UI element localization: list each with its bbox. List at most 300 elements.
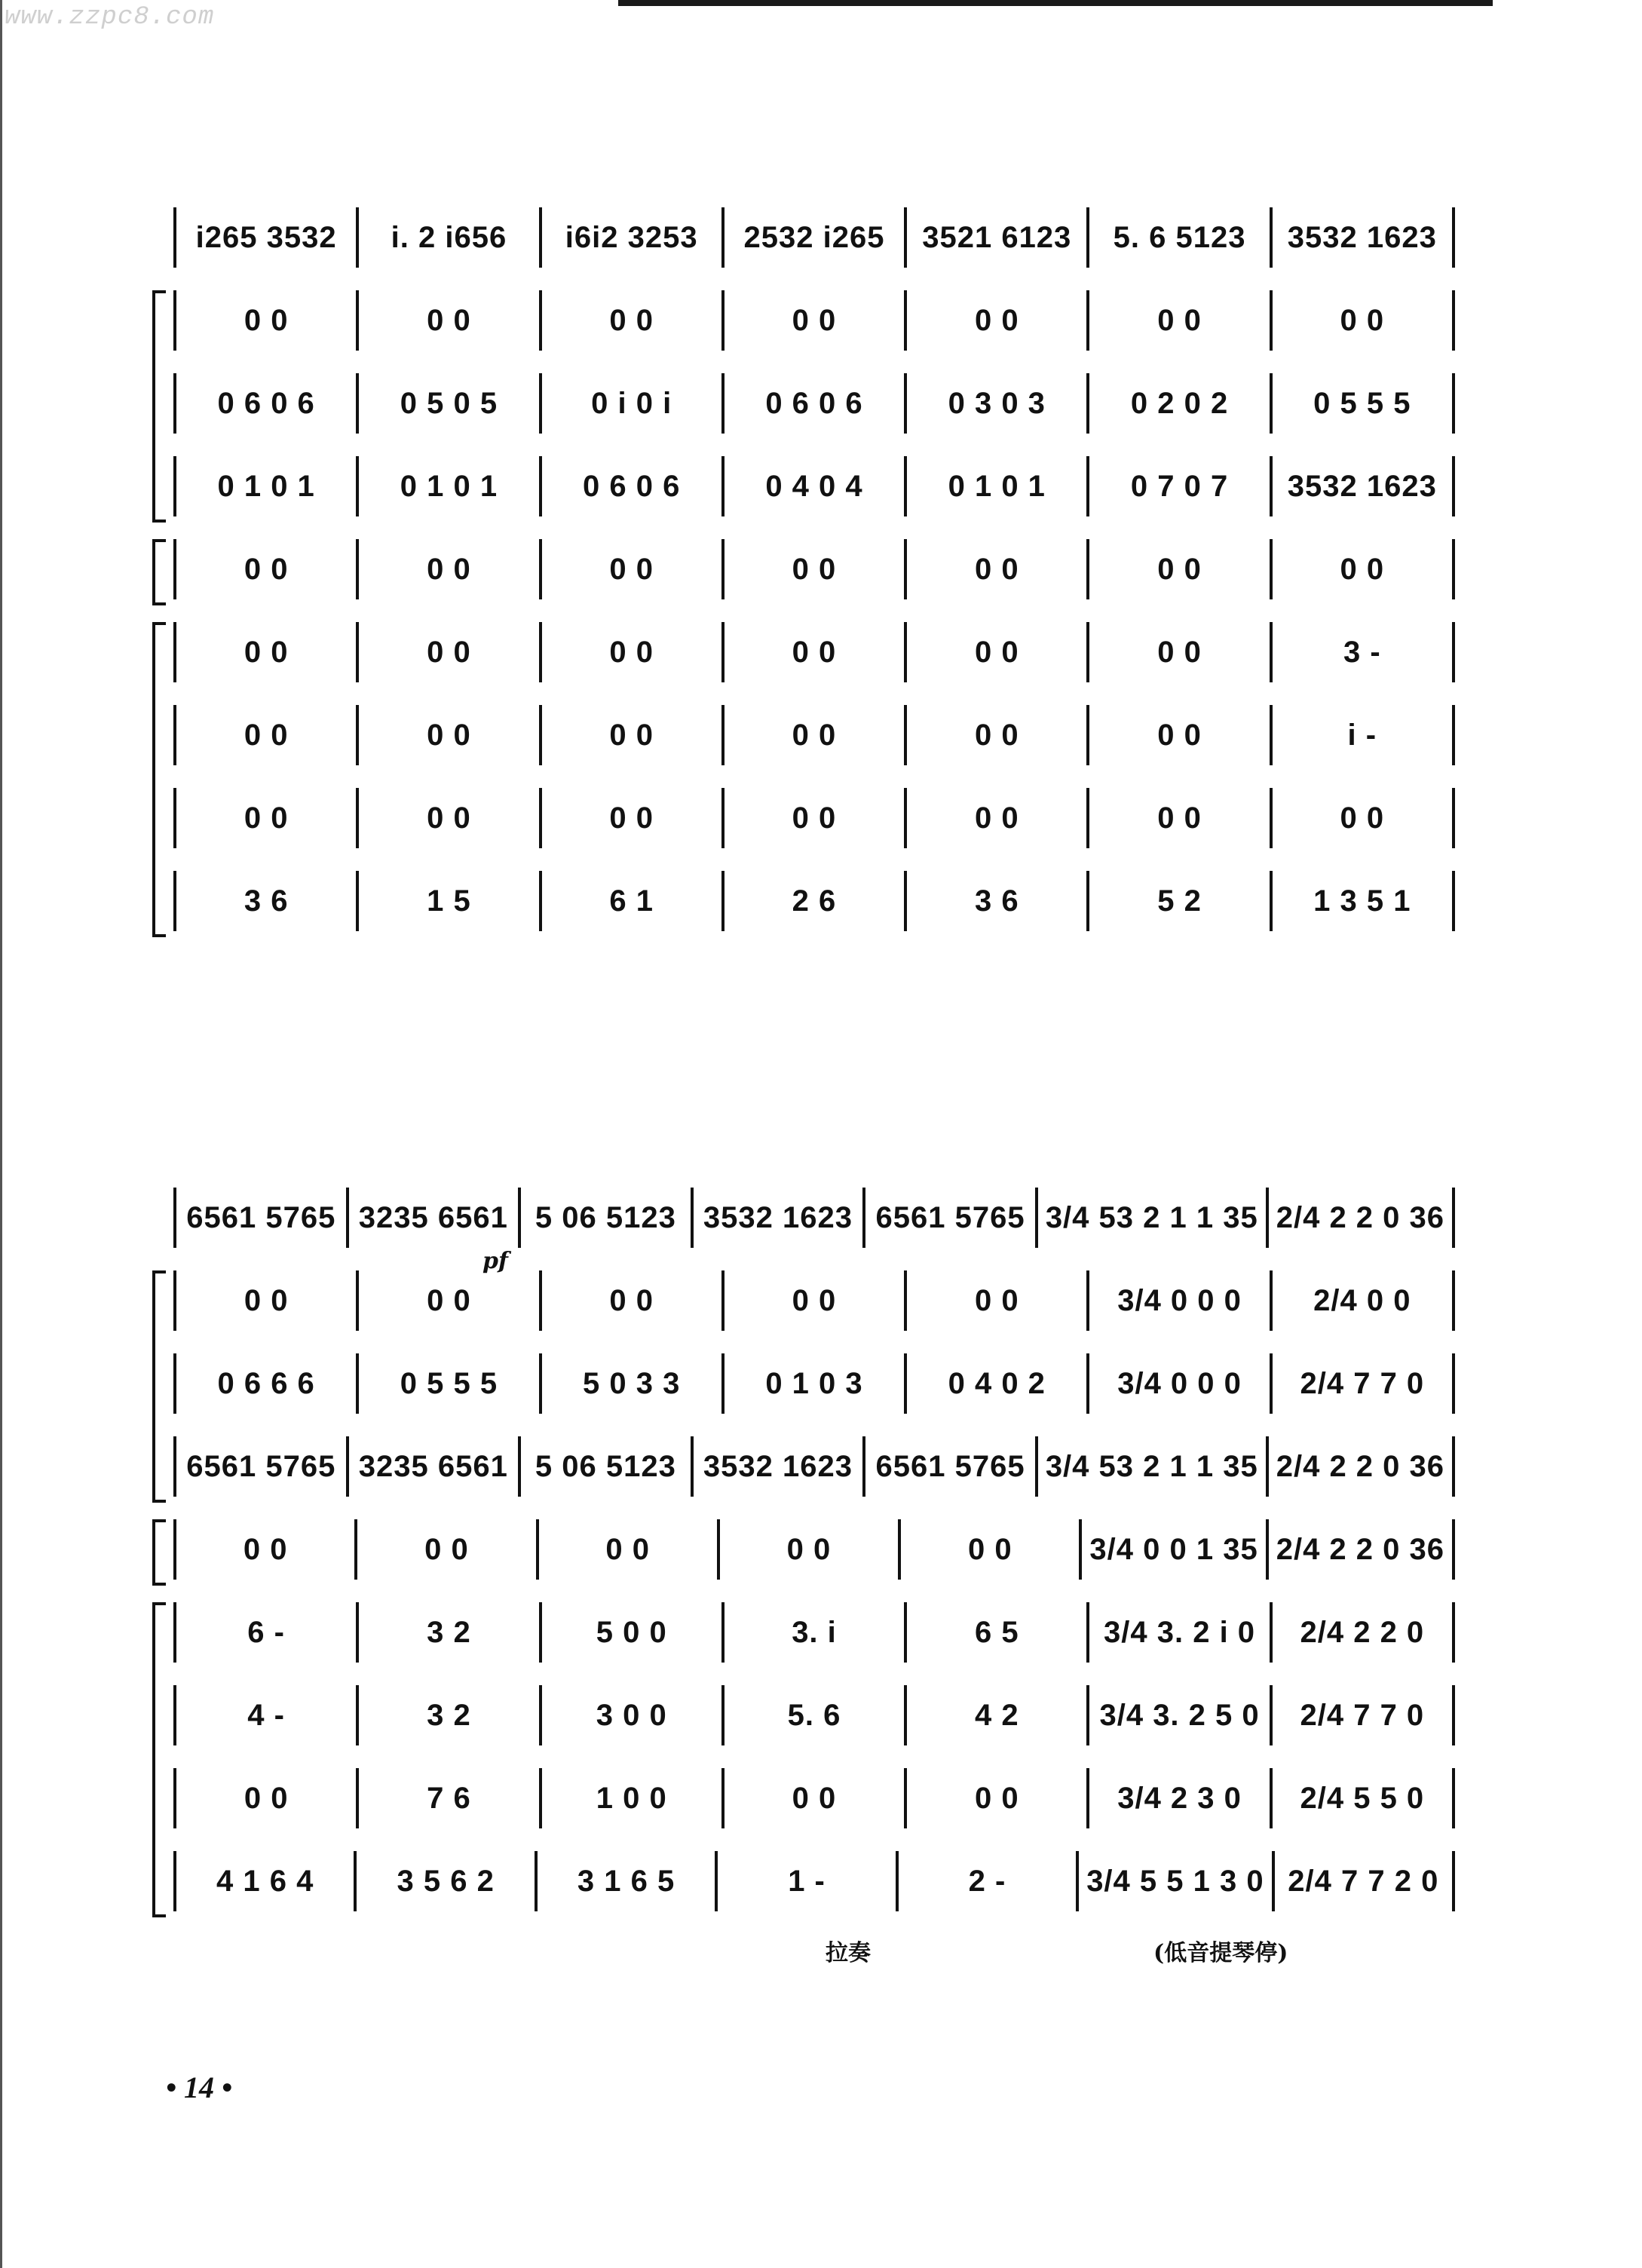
- measure: [173, 1188, 346, 1248]
- notation-text: 0 0: [609, 718, 654, 752]
- score-system-1: [143, 196, 1455, 942]
- notation-text: 4 -: [247, 1698, 285, 1732]
- notation-text: 0 0: [424, 1532, 469, 1566]
- measure: [721, 373, 904, 434]
- notation-text: 0 0: [609, 801, 654, 835]
- measure: [904, 871, 1086, 931]
- measure: [173, 290, 356, 351]
- measure: [536, 1519, 717, 1580]
- measure: [1270, 207, 1455, 268]
- measure: [721, 1270, 904, 1331]
- measure: [356, 871, 538, 931]
- notation-text: 3/4 53 2 1 1 35: [1045, 1449, 1258, 1483]
- staff-line: [173, 1188, 1455, 1248]
- notation-text: 0 6 0 6: [765, 386, 863, 420]
- notation-text: 1 5: [427, 884, 471, 918]
- measure: [904, 1685, 1086, 1745]
- notation-text: 3532 1623: [1287, 220, 1437, 254]
- notation-text: 0 6 6 6: [217, 1366, 315, 1400]
- notation-text: 4 2: [974, 1698, 1019, 1732]
- notation-text: 0 0: [609, 635, 654, 669]
- measure: [1086, 705, 1269, 765]
- measure: [904, 539, 1086, 599]
- measure: [356, 290, 538, 351]
- notation-text: 3 2: [427, 1698, 471, 1732]
- notation-text: 0 0: [609, 552, 654, 586]
- notation-text: 1 3 5 1: [1313, 884, 1411, 918]
- measure: [173, 788, 356, 848]
- measure: [717, 1519, 898, 1580]
- measure: [1270, 705, 1455, 765]
- bass-stop-annotation: (低音提琴停): [1153, 1940, 1288, 1966]
- staff-line: [173, 1353, 1455, 1414]
- notation-text: 0 0: [792, 552, 837, 586]
- notation-text: 6 -: [247, 1615, 285, 1649]
- measure: [356, 705, 538, 765]
- measure: [356, 1602, 538, 1663]
- measure: [691, 1188, 863, 1248]
- measure: [1270, 622, 1455, 682]
- notation-text: 0 4 0 2: [948, 1366, 1046, 1400]
- notation-text: 5 0 0: [596, 1615, 667, 1649]
- measure: [356, 1353, 538, 1414]
- notation-text: 0 0: [792, 303, 837, 337]
- notation-text: 2/4 7 7 2 0: [1288, 1864, 1439, 1898]
- notation-text: 3532 1623: [1287, 469, 1437, 503]
- measure: [173, 705, 356, 765]
- notation-text: 0 0: [244, 552, 289, 586]
- measure: [356, 788, 538, 848]
- notation-text: 0 0: [243, 1532, 288, 1566]
- measure: [904, 705, 1086, 765]
- notation-text: 2/4 2 2 0 36: [1276, 1449, 1445, 1483]
- staff-line: [173, 788, 1455, 848]
- measure: [1086, 871, 1269, 931]
- measure: [721, 1602, 904, 1663]
- staff-row: [143, 1259, 1455, 1342]
- notation-text: 0 0: [974, 718, 1019, 752]
- top-border-rule: [618, 0, 1493, 6]
- notation-text: 0 0: [792, 718, 837, 752]
- staff-row: [143, 1508, 1455, 1591]
- notation-text: 2/4 2 2 0 36: [1276, 1200, 1445, 1234]
- notation-text: 0 0: [244, 801, 289, 835]
- notation-text: 0 0: [974, 801, 1019, 835]
- notation-text: 0 2 0 2: [1130, 386, 1229, 420]
- notation-text: 0 0: [1157, 552, 1202, 586]
- measure: [539, 373, 721, 434]
- staff-line: [173, 871, 1455, 931]
- notation-text: 6 5: [974, 1615, 1019, 1649]
- measure: [904, 1270, 1086, 1331]
- notation-text: i -: [1347, 718, 1377, 752]
- staff-line: [173, 1768, 1455, 1828]
- measure: [721, 622, 904, 682]
- measure: [356, 1270, 538, 1331]
- measure: [539, 871, 721, 931]
- notation-text: 5 2: [1157, 884, 1202, 918]
- notation-text: 0 0: [244, 1781, 289, 1815]
- measure: [1270, 788, 1455, 848]
- staff-row: [143, 445, 1455, 528]
- notation-text: 3/4 53 2 1 1 35: [1045, 1200, 1258, 1234]
- notation-text: 3 1 6 5: [577, 1864, 675, 1898]
- notation-text: i. 2 i656: [391, 220, 507, 254]
- notation-text: 0 0: [974, 303, 1019, 337]
- measure: [1076, 1851, 1271, 1911]
- measure: [539, 1685, 721, 1745]
- staff-line: [173, 456, 1455, 516]
- measure: [904, 1602, 1086, 1663]
- measure: [904, 1353, 1086, 1414]
- staff-bracket: [152, 290, 166, 523]
- notation-text: 5 0 3 3: [583, 1366, 681, 1400]
- measure: [1035, 1188, 1266, 1248]
- measure: [1270, 871, 1455, 931]
- notation-text: 3/4 0 0 1 35: [1089, 1532, 1258, 1566]
- measure: [173, 1436, 346, 1497]
- measure: [1270, 1768, 1455, 1828]
- measure: [539, 290, 721, 351]
- notation-text: 3/4 2 3 0: [1117, 1781, 1242, 1815]
- notation-text: 3521 6123: [922, 220, 1072, 254]
- notation-text: 0 0: [244, 635, 289, 669]
- measure: [346, 1436, 519, 1497]
- notation-text: 1 -: [788, 1864, 826, 1898]
- staff-row: [143, 611, 1455, 694]
- staff-row: [143, 362, 1455, 445]
- measure: [1270, 1353, 1455, 1414]
- measure: [539, 1602, 721, 1663]
- notation-text: 0 0: [1340, 303, 1385, 337]
- staff-row: [143, 1176, 1455, 1259]
- staff-row: [143, 528, 1455, 611]
- measure: [1270, 456, 1455, 516]
- measure: [539, 622, 721, 682]
- notation-text: 0 0: [427, 1283, 471, 1317]
- notation-text: 5. 6 5123: [1113, 220, 1246, 254]
- notation-text: 0 1 0 1: [400, 469, 498, 503]
- notation-text: 0 0: [792, 1283, 837, 1317]
- measure: [173, 1768, 356, 1828]
- measure: [539, 1353, 721, 1414]
- measure: [721, 456, 904, 516]
- notation-text: 0 1 0 1: [948, 469, 1046, 503]
- notation-text: 2 -: [968, 1864, 1006, 1898]
- staff-line: [173, 539, 1455, 599]
- notation-text: 0 0: [244, 718, 289, 752]
- notation-text: 3235 6561: [358, 1200, 508, 1234]
- notation-text: 2532 i265: [743, 220, 885, 254]
- measure: [539, 788, 721, 848]
- measure: [862, 1436, 1035, 1497]
- notation-text: 0 0: [1157, 303, 1202, 337]
- measure: [904, 622, 1086, 682]
- staff-row: [143, 1840, 1455, 1923]
- score-system-2: [143, 1176, 1455, 1923]
- measure: [518, 1188, 691, 1248]
- staff-row: [143, 1591, 1455, 1674]
- notation-text: 3/4 5 5 1 3 0: [1086, 1864, 1264, 1898]
- measure: [721, 1353, 904, 1414]
- measure: [354, 1519, 535, 1580]
- notation-text: 3 2: [427, 1615, 471, 1649]
- measure: [1266, 1519, 1455, 1580]
- measure: [173, 622, 356, 682]
- measure: [721, 207, 904, 268]
- measure: [721, 705, 904, 765]
- lazou-annotation: 拉奏: [826, 1940, 871, 1966]
- staff-line: [173, 1519, 1455, 1580]
- measure: [898, 1519, 1079, 1580]
- notation-text: 0 6 0 6: [217, 386, 315, 420]
- staff-row: [143, 1674, 1455, 1757]
- notation-text: 3. i: [792, 1615, 837, 1649]
- measure: [1079, 1519, 1265, 1580]
- staff-row: [143, 1425, 1455, 1508]
- notation-text: 0 0: [792, 1781, 837, 1815]
- left-border-rule: [0, 0, 2, 2268]
- staff-row: [143, 1757, 1455, 1840]
- notation-text: 6561 5765: [186, 1200, 336, 1234]
- staff-line: [173, 1270, 1455, 1331]
- notation-text: 3 6: [974, 884, 1019, 918]
- notation-text: 2/4 2 2 0: [1300, 1615, 1425, 1649]
- measure: [1086, 207, 1269, 268]
- measure: [721, 1768, 904, 1828]
- notation-text: 0 1 0 3: [765, 1366, 863, 1400]
- notation-text: 0 3 0 3: [948, 386, 1046, 420]
- measure: [173, 207, 356, 268]
- notation-text: 5. 6: [787, 1698, 841, 1732]
- notation-text: 3/4 0 0 0: [1117, 1366, 1242, 1400]
- notation-text: 0 0: [1157, 635, 1202, 669]
- measure: [1086, 456, 1269, 516]
- measure: [356, 1768, 538, 1828]
- measure: [1086, 373, 1269, 434]
- measure: [173, 1685, 356, 1745]
- notation-text: 0 0: [974, 1781, 1019, 1815]
- measure: [356, 539, 538, 599]
- measure: [173, 1270, 356, 1331]
- notation-text: 3/4 0 0 0: [1117, 1283, 1242, 1317]
- staff-bracket: [152, 622, 166, 937]
- measure: [539, 207, 721, 268]
- staff-line: [173, 290, 1455, 351]
- notation-text: 3 5 6 2: [397, 1864, 495, 1898]
- notation-text: 3 0 0: [596, 1698, 667, 1732]
- notation-text: 2/4 7 7 0: [1300, 1366, 1425, 1400]
- staff-line: [173, 1851, 1455, 1911]
- measure: [1266, 1188, 1455, 1248]
- measure: [1086, 1685, 1269, 1745]
- staff-line: [173, 1436, 1455, 1497]
- staff-bracket: [152, 1519, 166, 1586]
- notation-text: 3235 6561: [358, 1449, 508, 1483]
- measure: [173, 1353, 356, 1414]
- notation-text: 3532 1623: [703, 1200, 853, 1234]
- notation-text: 0 1 0 1: [217, 469, 315, 503]
- staff-row: [143, 860, 1455, 942]
- measure: [1266, 1436, 1455, 1497]
- staff-row: [143, 196, 1455, 279]
- notation-text: i6i2 3253: [565, 220, 698, 254]
- notation-text: 6561 5765: [186, 1449, 336, 1483]
- staff-line: [173, 207, 1455, 268]
- notation-text: 0 0: [792, 801, 837, 835]
- measure: [904, 290, 1086, 351]
- staff-line: [173, 373, 1455, 434]
- notation-text: 0 7 0 7: [1130, 469, 1229, 503]
- notation-text: 0 0: [244, 303, 289, 337]
- measure: [1270, 290, 1455, 351]
- notation-text: 7 6: [427, 1781, 471, 1815]
- dynamic-marking: pf: [482, 1248, 508, 1274]
- measure: [356, 207, 538, 268]
- measure: [173, 456, 356, 516]
- notation-text: 1 0 0: [596, 1781, 667, 1815]
- measure: [691, 1436, 863, 1497]
- measure: [539, 705, 721, 765]
- measure: [173, 871, 356, 931]
- measure: [1086, 1353, 1269, 1414]
- measure: [356, 373, 538, 434]
- notation-text: 0 0: [605, 1532, 650, 1566]
- measure: [1086, 1602, 1269, 1663]
- staff-line: [173, 622, 1455, 682]
- measure: [721, 290, 904, 351]
- measure: [904, 1768, 1086, 1828]
- notation-text: 0 0: [786, 1532, 832, 1566]
- measure: [539, 539, 721, 599]
- notation-text: 3532 1623: [703, 1449, 853, 1483]
- measure: [173, 373, 356, 434]
- notation-text: 0 0: [974, 1283, 1019, 1317]
- notation-text: 2/4 7 7 0: [1300, 1698, 1425, 1732]
- measure: [1270, 539, 1455, 599]
- measure: [721, 1685, 904, 1745]
- notation-text: 3/4 3. 2 5 0: [1099, 1698, 1260, 1732]
- measure: [904, 373, 1086, 434]
- measure: [354, 1851, 534, 1911]
- staff-bracket: [152, 1270, 166, 1503]
- measure: [1086, 539, 1269, 599]
- measure: [1270, 1270, 1455, 1331]
- notation-text: 3 6: [244, 884, 289, 918]
- measure: [1086, 1768, 1269, 1828]
- notation-text: 2/4 2 2 0 36: [1276, 1532, 1444, 1566]
- notation-text: 0 4 0 4: [765, 469, 863, 503]
- staff-row: [143, 694, 1455, 777]
- measure: [1086, 1270, 1269, 1331]
- measure: [539, 1270, 721, 1331]
- measure: [173, 1519, 354, 1580]
- staff-bracket: [152, 539, 166, 605]
- notation-text: 0 0: [1340, 801, 1385, 835]
- measure: [1272, 1851, 1455, 1911]
- notation-text: 6 1: [609, 884, 654, 918]
- staff-bracket: [152, 1602, 166, 1917]
- measure: [1270, 1602, 1455, 1663]
- measure: [539, 1768, 721, 1828]
- measure: [721, 871, 904, 931]
- notation-text: 0 0: [609, 303, 654, 337]
- staff-row: [143, 279, 1455, 362]
- notation-text: 5 06 5123: [535, 1449, 676, 1483]
- notation-text: 0 0: [1340, 552, 1385, 586]
- measure: [356, 622, 538, 682]
- notation-text: 0 0: [1157, 801, 1202, 835]
- staff-line: [173, 705, 1455, 765]
- watermark-text: www.zzpc8.com: [5, 3, 215, 32]
- notation-text: 0 5 5 5: [1313, 386, 1411, 420]
- measure: [1035, 1436, 1266, 1497]
- notation-text: 0 0: [244, 1283, 289, 1317]
- measure: [356, 1685, 538, 1745]
- page-number: • 14 •: [166, 2070, 233, 2104]
- notation-text: 0 0: [427, 552, 471, 586]
- notation-text: i265 3532: [195, 220, 337, 254]
- measure: [904, 788, 1086, 848]
- notation-text: 0 0: [1157, 718, 1202, 752]
- notation-text: 2 6: [792, 884, 837, 918]
- measure: [904, 456, 1086, 516]
- measure: [173, 539, 356, 599]
- measure: [862, 1188, 1035, 1248]
- measure: [173, 1602, 356, 1663]
- notation-text: 0 0: [427, 303, 471, 337]
- measure: [346, 1188, 519, 1248]
- measure: [904, 207, 1086, 268]
- measure: [518, 1436, 691, 1497]
- measure: [715, 1851, 895, 1911]
- notation-text: 6561 5765: [875, 1449, 1025, 1483]
- notation-text: 0 0: [974, 552, 1019, 586]
- staff-row: [143, 1342, 1455, 1425]
- measure: [1086, 788, 1269, 848]
- notation-text: 0 5 5 5: [400, 1366, 498, 1400]
- measure: [1270, 373, 1455, 434]
- measure: [173, 1851, 354, 1911]
- notation-text: 2/4 5 5 0: [1300, 1781, 1425, 1815]
- notation-text: 0 0: [427, 635, 471, 669]
- notation-text: 0 i 0 i: [591, 386, 672, 420]
- staff-line: [173, 1602, 1455, 1663]
- notation-text: 0 0: [427, 801, 471, 835]
- notation-text: 3/4 3. 2 i 0: [1104, 1615, 1256, 1649]
- notation-text: 4 1 6 4: [216, 1864, 314, 1898]
- notation-text: 0 0: [792, 635, 837, 669]
- measure: [539, 456, 721, 516]
- measure: [721, 788, 904, 848]
- staff-row: [143, 777, 1455, 860]
- measure: [896, 1851, 1076, 1911]
- staff-line: [173, 1685, 1455, 1745]
- measure: [356, 456, 538, 516]
- notation-text: 0 5 0 5: [400, 386, 498, 420]
- notation-text: 0 0: [609, 1283, 654, 1317]
- measure: [721, 539, 904, 599]
- measure: [535, 1851, 715, 1911]
- notation-text: 6561 5765: [875, 1200, 1025, 1234]
- notation-text: 0 0: [427, 718, 471, 752]
- measure: [1086, 622, 1269, 682]
- notation-text: 2/4 0 0: [1313, 1283, 1411, 1317]
- measure: [1086, 290, 1269, 351]
- notation-text: 3 -: [1343, 635, 1381, 669]
- notation-text: 0 0: [974, 635, 1019, 669]
- notation-text: 5 06 5123: [535, 1200, 676, 1234]
